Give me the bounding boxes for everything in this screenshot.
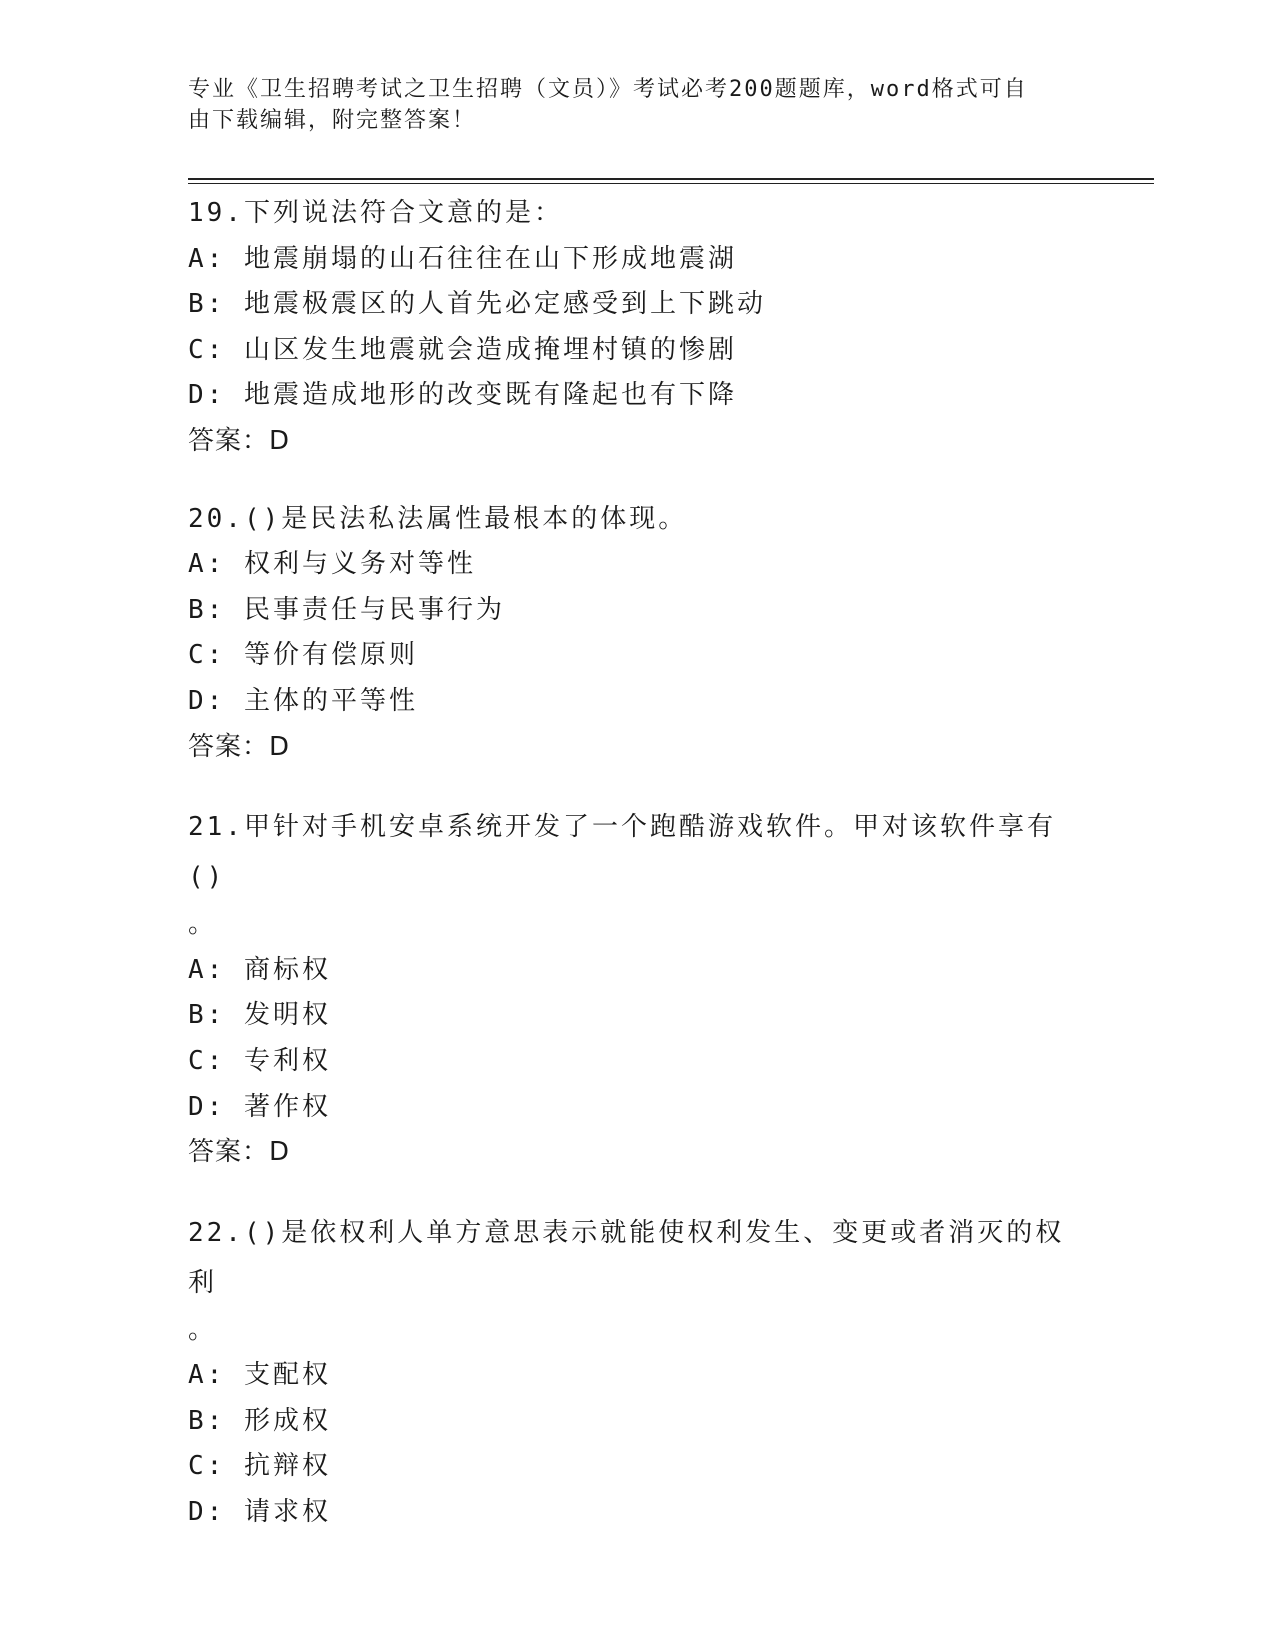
question-stem: 20.()是民法私法属性最根本的体现。 — [188, 503, 688, 534]
header-line-1: 专业《卫生招聘考试之卫生招聘（文员）》考试必考200题题库，word格式可自 — [188, 77, 1028, 102]
option-c: C: 专利权 — [188, 1045, 331, 1076]
option-b: B: 地震极震区的人首先必定感受到上下跳动 — [188, 289, 766, 320]
question-list — [188, 191, 1088, 1568]
answer-label: 答案：D — [188, 731, 291, 762]
header-divider-thin — [188, 183, 1154, 184]
document-header — [188, 74, 1088, 136]
question-21 — [188, 802, 1088, 1176]
option-b: B: 民事责任与民事行为 — [188, 594, 505, 625]
question-stem: 21.甲针对手机安卓系统开发了一个跑酷游戏软件。甲对该软件享有() — [188, 812, 1056, 893]
answer-label: 答案：D — [188, 425, 291, 456]
header-line-2: 由下载编辑，附完整答案！ — [188, 108, 477, 133]
question-22 — [188, 1208, 1088, 1536]
option-c: C: 抗辩权 — [188, 1451, 331, 1482]
option-d: D: 请求权 — [188, 1497, 331, 1528]
question-20 — [188, 497, 1088, 771]
option-a: A: 地震崩塌的山石往往在山下形成地震湖 — [188, 243, 737, 274]
option-d: D: 地震造成地形的改变既有隆起也有下降 — [188, 380, 737, 411]
question-19 — [188, 191, 1088, 465]
question-stem: 22.()是依权利人单方意思表示就能使权利发生、变更或者消灭的权利 — [188, 1217, 1065, 1298]
option-c: C: 等价有偿原则 — [188, 640, 418, 671]
option-b: B: 形成权 — [188, 1405, 331, 1436]
option-b: B: 发明权 — [188, 1000, 331, 1031]
header-divider-thick — [188, 178, 1154, 180]
question-stem: 19.下列说法符合文意的是： — [188, 198, 563, 228]
option-a: A: 权利与义务对等性 — [188, 549, 476, 580]
option-a: A: 支配权 — [188, 1360, 331, 1391]
question-stem-continuation: 。 — [188, 909, 218, 940]
option-d: D: 主体的平等性 — [188, 685, 418, 716]
option-c: C: 山区发生地震就会造成掩埋村镇的惨剧 — [188, 334, 737, 365]
option-a: A: 商标权 — [188, 954, 331, 985]
question-stem-continuation: 。 — [188, 1314, 218, 1345]
answer-label: 答案：D — [188, 1137, 291, 1168]
option-d: D: 著作权 — [188, 1091, 331, 1122]
